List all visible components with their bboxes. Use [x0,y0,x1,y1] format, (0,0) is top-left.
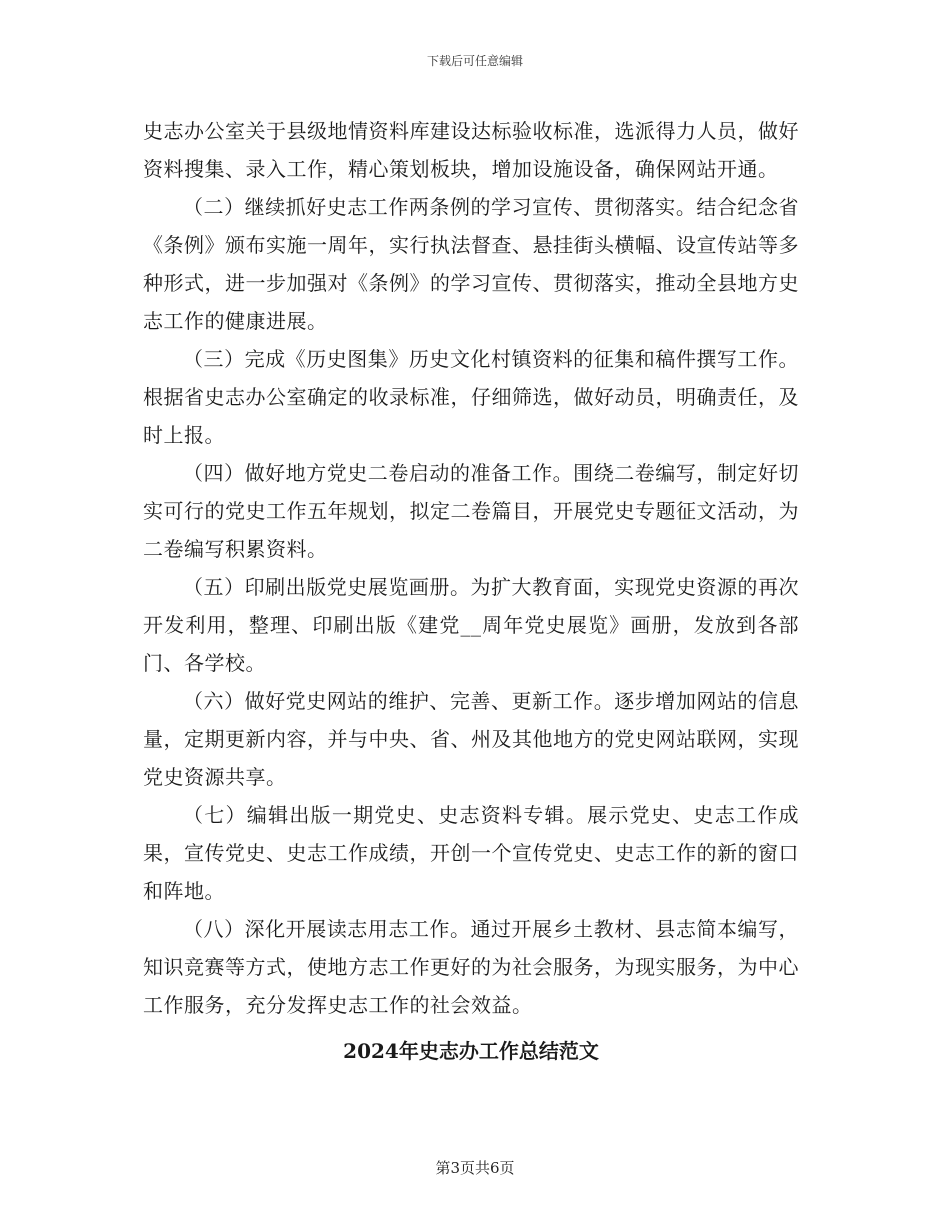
paragraph-item-8: （八）深化开展读志用志工作。通过开展乡土教材、县志简本编写，知识竞赛等方式，使地方志工作更好的为社会服务，为现实服务，为中心工作服务，充分发挥史志工作的社会效益。 [143,917,799,1017]
paragraph-item-3: （三）完成《历史图集》历史文化村镇资料的征集和稿件撰写工作。根据省史志办公室确定的收录标准，仔细筛选，做好动员，明确责任，及时上报。 [143,347,799,447]
paragraph-item-5: （五）印刷出版党史展览画册。为扩大教育面，实现党史资源的再次开发利用，整理、印刷出版《建党__周年党史展览》画册，发放到各部门、各学校。 [143,575,799,675]
paragraph-item-7: （七）编辑出版一期党史、史志资料专辑。展示党史、史志工作成果，宣传党史、史志工作成绩，开创一个宣传党史、史志工作的新的窗口和阵地。 [143,803,799,903]
paragraph-item-6: （六）做好党史网站的维护、完善、更新工作。逐步增加网站的信息量，定期更新内容，并与中央、省、州及其他地方的党史网站联网，实现党史资源共享。 [143,689,799,789]
section-title: 2024年史志办工作总结范文 [343,1039,599,1063]
paragraph-item-4: （四）做好地方党史二卷启动的准备工作。围绕二卷编写，制定好切实可行的党史工作五年规划，拟定二卷篇目，开展党史专题征文活动，为二卷编写积累资料。 [143,461,799,561]
page-footer: 第3页共6页 [435,1159,515,1177]
paragraph-continuation: 史志办公室关于县级地情资料库建设达标验收标准，选派得力人员，做好资料搜集、录入工作，精心策划板块，增加设施设备，确保网站开通。 [143,119,799,181]
document-body [143,112,799,1070]
paragraph-item-2: （二）继续抓好史志工作两条例的学习宣传、贯彻落实。结合纪念省《条例》颁布实施一周年，实行执法督查、悬挂街头横幅、设宣传站等多种形式，进一步加强对《条例》的学习宣传、贯彻落实，推动全县地方史志工作的健康进展。 [143,195,799,333]
header-note: 下载后可任意编辑 [426,54,523,68]
